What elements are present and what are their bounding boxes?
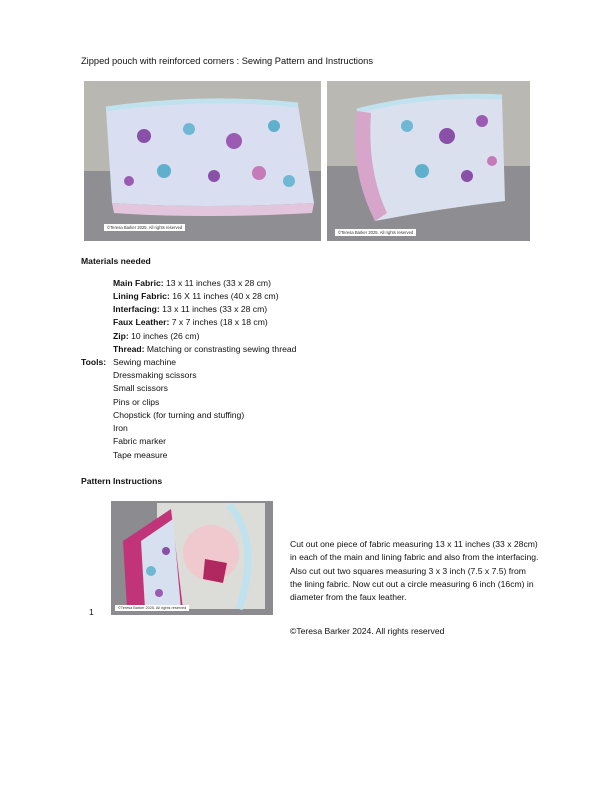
pouch-front-photo [84,81,321,241]
tool-item: Sewing machine [113,357,177,367]
cut-pieces-photo [111,501,273,615]
step-instructions-text: Cut out one piece of fabric measuring 13 x 11 inches (33 x 28cm) in each of the main and lining fabric and also from the interfacing. Also cut out two squares measuring 3 x 3 inch (7.5 x 7.5) from the lining fabric. Now cut out a circle measuring 6 inch (16cm) in diameter from the faux leather. [290,539,539,603]
photo-copyright-caption: ©Teresa Barker 2025. All rights reserved [115,605,189,611]
tool-item: Pins or clips [113,397,160,407]
tool-item: Small scissors [113,383,168,393]
material-item: Main Fabric: 13 x 11 inches (33 x 28 cm) [113,278,271,288]
materials-heading: Materials needed [81,256,151,266]
instructions-copyright: ©Teresa Barker 2024. All rights reserved [290,626,445,636]
instructions-heading: Pattern Instructions [81,476,163,486]
tools-label: Tools: [81,357,107,367]
step-number: 1 [89,607,94,617]
document-title: Zipped pouch with reinforced corners : Sewing Pattern and Instructions [81,56,373,66]
material-item: Faux Leather: 7 x 7 inches (18 x 18 cm) [113,317,268,327]
pouch-side-photo [327,81,530,241]
material-item: Lining Fabric: 16 X 11 inches (40 x 28 cm) [113,291,279,301]
material-item: Thread: Matching or constrasting sewing thread [113,344,297,354]
material-item: Zip: 10 inches (26 cm) [113,331,200,341]
tool-item: Fabric marker [113,436,167,446]
photo-copyright-caption: ©Teresa Barker 2025. All rights reserved [104,224,185,231]
tool-item: Dressmaking scissors [113,370,197,380]
photo-copyright-caption: ©Teresa Barker 2025. All rights reserved [335,229,416,236]
tool-item: Iron [113,423,128,433]
tool-item: Chopstick (for turning and stuffing) [113,410,245,420]
material-item: Interfacing: 13 x 11 inches (33 x 28 cm) [113,304,268,314]
tool-item: Tape measure [113,450,168,460]
